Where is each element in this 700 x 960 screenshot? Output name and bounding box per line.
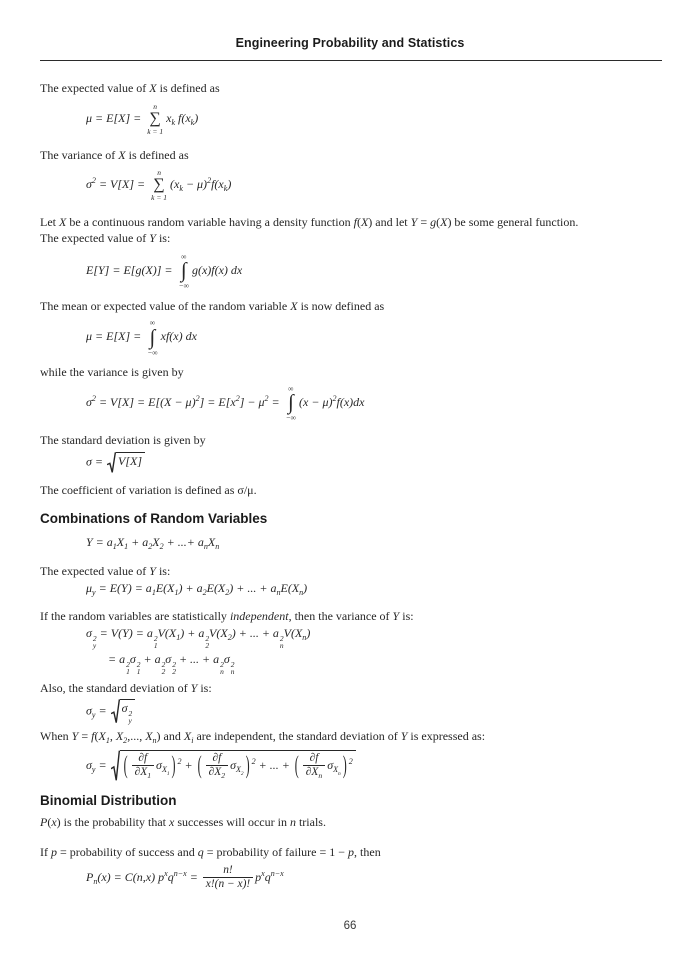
subscript: y bbox=[92, 588, 96, 598]
subscript: n bbox=[276, 588, 281, 598]
formula: $\mu_y = E(Y) = a_1E(X_1) + a_2E(X_2)$ + ... + $a_nE(X_n)$ bbox=[86, 581, 308, 598]
formula: $\sigma_y$ = σ 2 y bbox=[86, 699, 662, 724]
subscript: 2 bbox=[148, 542, 153, 552]
integral-operator: ∞ ∫ −∞ bbox=[147, 318, 158, 357]
superscript: 2 bbox=[348, 756, 353, 766]
left-paren: ( bbox=[197, 750, 202, 780]
subscript: 1 bbox=[112, 542, 117, 552]
subscript: 2 bbox=[159, 542, 164, 552]
paragraph: If p = probability of success and q = probability of failure = 1 − p, then bbox=[40, 844, 381, 859]
sup-sub-stack: 2 2 bbox=[205, 634, 210, 651]
formula: $\sigma^2 = V[X]$ = n ∑ k = 1 $(x_k - \mu)^2f(x_k)$ bbox=[86, 167, 232, 203]
paragraph: while the variance is given by bbox=[40, 364, 184, 379]
section-heading: Combinations of Random Variables bbox=[40, 511, 268, 527]
paragraph: The expected value of Y is: bbox=[40, 230, 171, 245]
radical-icon bbox=[107, 452, 116, 474]
subscript: 2 bbox=[225, 588, 230, 598]
radical-icon bbox=[111, 699, 120, 724]
page-footer bbox=[0, 920, 700, 932]
subscript: 1 bbox=[151, 588, 156, 598]
formula: $Y = a_1X_1 + a_2X_2$ + ...+ $a_nX_n$ bbox=[86, 535, 220, 552]
subscript: n bbox=[299, 588, 304, 598]
subscript: X1 bbox=[161, 764, 170, 777]
paragraph: Let X be a continuous random variable having a density function f(X) and let Y = g(X) be some general function. bbox=[40, 214, 579, 229]
paragraph: P(x) is the probability that x successes will occur in n trials. bbox=[40, 814, 326, 829]
page-header-title: Engineering Probability and Statistics bbox=[235, 36, 465, 50]
subscript: n bbox=[318, 771, 323, 781]
sup-sub-stack: 2 2 bbox=[172, 660, 176, 677]
sup-sub-stack: 2 1 bbox=[136, 660, 141, 677]
formula: μ = E[X] = ∞ ∫ −∞ xf(x) dx bbox=[86, 318, 197, 357]
sup-sub-stack: 2 2 bbox=[161, 660, 166, 677]
subscript: 1 bbox=[166, 770, 170, 777]
summation-operator: n ∑ k = 1 bbox=[151, 167, 168, 203]
superscript: x bbox=[164, 868, 168, 878]
subscript: k bbox=[223, 183, 228, 193]
superscript: 2 bbox=[332, 393, 337, 403]
page-header bbox=[0, 0, 700, 52]
square-root: σ 2 y bbox=[111, 699, 136, 724]
sup-sub-stack: 2 1 bbox=[126, 660, 130, 677]
subscript: k bbox=[179, 183, 183, 193]
sup-sub-stack: 2 n bbox=[279, 634, 284, 651]
formula: $\sigma^2 = V[X] = E[(X - \mu)^2] = E[x^2] - \mu^2$ = ∞ ∫ −∞ $(x - \mu)^2f(x)dx$ bbox=[86, 383, 365, 423]
superscript: 2 bbox=[235, 393, 240, 403]
superscript: 2 bbox=[264, 393, 269, 403]
subscript: k bbox=[190, 118, 195, 128]
sup-sub-stack: 2 n bbox=[230, 660, 235, 677]
subscript: 2 bbox=[221, 771, 226, 781]
subscript: n bbox=[152, 735, 157, 745]
section-heading: Binomial Distribution bbox=[40, 792, 177, 808]
left-paren: ( bbox=[123, 750, 128, 780]
formula: μ = E[X] = n ∑ k = 1 $x_k$ $f(x_k)$ bbox=[86, 102, 199, 137]
subscript: k bbox=[171, 118, 176, 128]
paragraph: When $Y = f(X_1$, $X_2$,..., $X_n$) and $X_i$ are independent, the standard deviation of Y is expressed as: bbox=[40, 728, 486, 745]
subscript: Xn bbox=[333, 764, 341, 777]
right-paren: ) bbox=[245, 750, 250, 780]
subscript: i bbox=[191, 735, 194, 745]
sup-sub-stack: 2 y bbox=[92, 634, 97, 651]
paragraph: Also, the standard deviation of Y is: bbox=[40, 681, 212, 696]
sup-sub-stack: 2 y bbox=[128, 709, 133, 726]
subscript: 1 bbox=[174, 588, 179, 598]
integral-operator: ∞ ∫ −∞ bbox=[285, 383, 297, 423]
superscript: 2 bbox=[91, 393, 96, 403]
formula: = a 2 1 σ 2 1 + a 2 2 σ 2 2 + ... + a 2 n σ 2 n bbox=[108, 652, 235, 677]
fraction: $\frac{\partial f}{\partial X_n}$ bbox=[303, 752, 325, 781]
subscript: 1 bbox=[147, 771, 152, 781]
paragraph: The coefficient of variation is defined as σ/μ. bbox=[40, 483, 257, 498]
subscript: 2 bbox=[240, 770, 244, 777]
formula: σ = V[X] bbox=[86, 452, 662, 474]
subscript: 1 bbox=[105, 735, 110, 745]
subscript: n bbox=[203, 542, 208, 552]
fraction: $\frac{\partial f}{\partial X_1}$ bbox=[132, 752, 154, 781]
paragraph: The standard deviation is given by bbox=[40, 432, 206, 447]
superscript: 2 bbox=[195, 393, 200, 403]
subscript: 1 bbox=[124, 542, 129, 552]
superscript: 2 bbox=[177, 756, 182, 766]
paragraph: The variance of X is defined as bbox=[40, 147, 189, 162]
subscript: y bbox=[91, 710, 96, 720]
page-number: 66 bbox=[343, 920, 357, 932]
document-content bbox=[0, 61, 700, 892]
fraction: $\frac{\partial f}{\partial X_2}$ bbox=[206, 752, 228, 781]
paragraph: The mean or expected value of the random variable X is now defined as bbox=[40, 299, 385, 314]
subscript: n bbox=[93, 876, 98, 886]
superscript: x bbox=[261, 868, 265, 878]
subscript: 2 bbox=[123, 735, 128, 745]
formula: $\sigma_y$ = ( $\frac{\partial f}{\partial X_1}$ $\sigma_{X_1}$ ) $^2$ + ( $\frac{\partial f}{\partial X_2}$ $\sigma_{X_2}$ ) $^2$ + ... + ( $\frac{\partial f}{\partial X_n}$ $\sigma_{X_n}$ ) $^2$ bbox=[86, 750, 662, 782]
subscript: 1 bbox=[176, 633, 181, 643]
square-root: ( $\frac{\partial f}{\partial X_1}$ $\sigma_{X_1}$ ) $^2$ + ( $\frac{\partial f}{\partial X_2}$ $\sigma_{X_2}$ ) $^2$ + ... + ( $\frac{\partial f}{\partial X_n}$ $\sigma_{X_n}$ ) $^2$ bbox=[111, 750, 356, 782]
summation-operator: n ∑ k = 1 bbox=[147, 102, 164, 137]
subscript: n bbox=[215, 542, 220, 552]
left-paren: ( bbox=[294, 750, 299, 780]
formula: E[Y] = E[g(X)] = ∞ ∫ −∞ g(x)f(x) dx bbox=[86, 251, 243, 290]
formula: $P_n(x) = C(n,x) p^xq^{n-x}$ = $\frac{n!}{x!(n - x)!}$ $p^xq^{n-x}$ bbox=[86, 863, 284, 891]
subscript: X2 bbox=[235, 764, 244, 777]
superscript: n−x bbox=[270, 868, 284, 878]
integral-operator: ∞ ∫ −∞ bbox=[178, 251, 189, 290]
subscript: 2 bbox=[202, 588, 207, 598]
subscript: 2 bbox=[227, 633, 232, 643]
square-root: V[X] bbox=[107, 452, 145, 474]
superscript: 2 bbox=[251, 756, 256, 766]
formula: σ 2 y = V(Y) = a 2 1 $V(X_1) + a$ 2 2 $V(X_2)$ + ... + a 2 n $V(X_n)$ bbox=[86, 626, 311, 651]
sup-sub-stack: 2 1 bbox=[153, 634, 158, 651]
paragraph: The expected value of Y is: bbox=[40, 564, 171, 579]
radical-icon bbox=[111, 750, 120, 782]
paragraph: The expected value of X is defined as bbox=[40, 81, 220, 95]
sup-sub-stack: 2 n bbox=[220, 660, 224, 677]
subscript: y bbox=[91, 764, 96, 774]
fraction: $\frac{n!}{x!(n - x)!}$ bbox=[203, 864, 253, 892]
superscript: n−x bbox=[173, 868, 187, 878]
superscript: 2 bbox=[91, 175, 96, 185]
right-paren: ) bbox=[171, 750, 176, 780]
right-paren: ) bbox=[342, 750, 347, 780]
superscript: 2 bbox=[207, 175, 212, 185]
subscript: n bbox=[338, 770, 341, 777]
paragraph: If the random variables are statistically independent, then the variance of Y is: bbox=[40, 609, 414, 624]
subscript: n bbox=[302, 633, 307, 643]
